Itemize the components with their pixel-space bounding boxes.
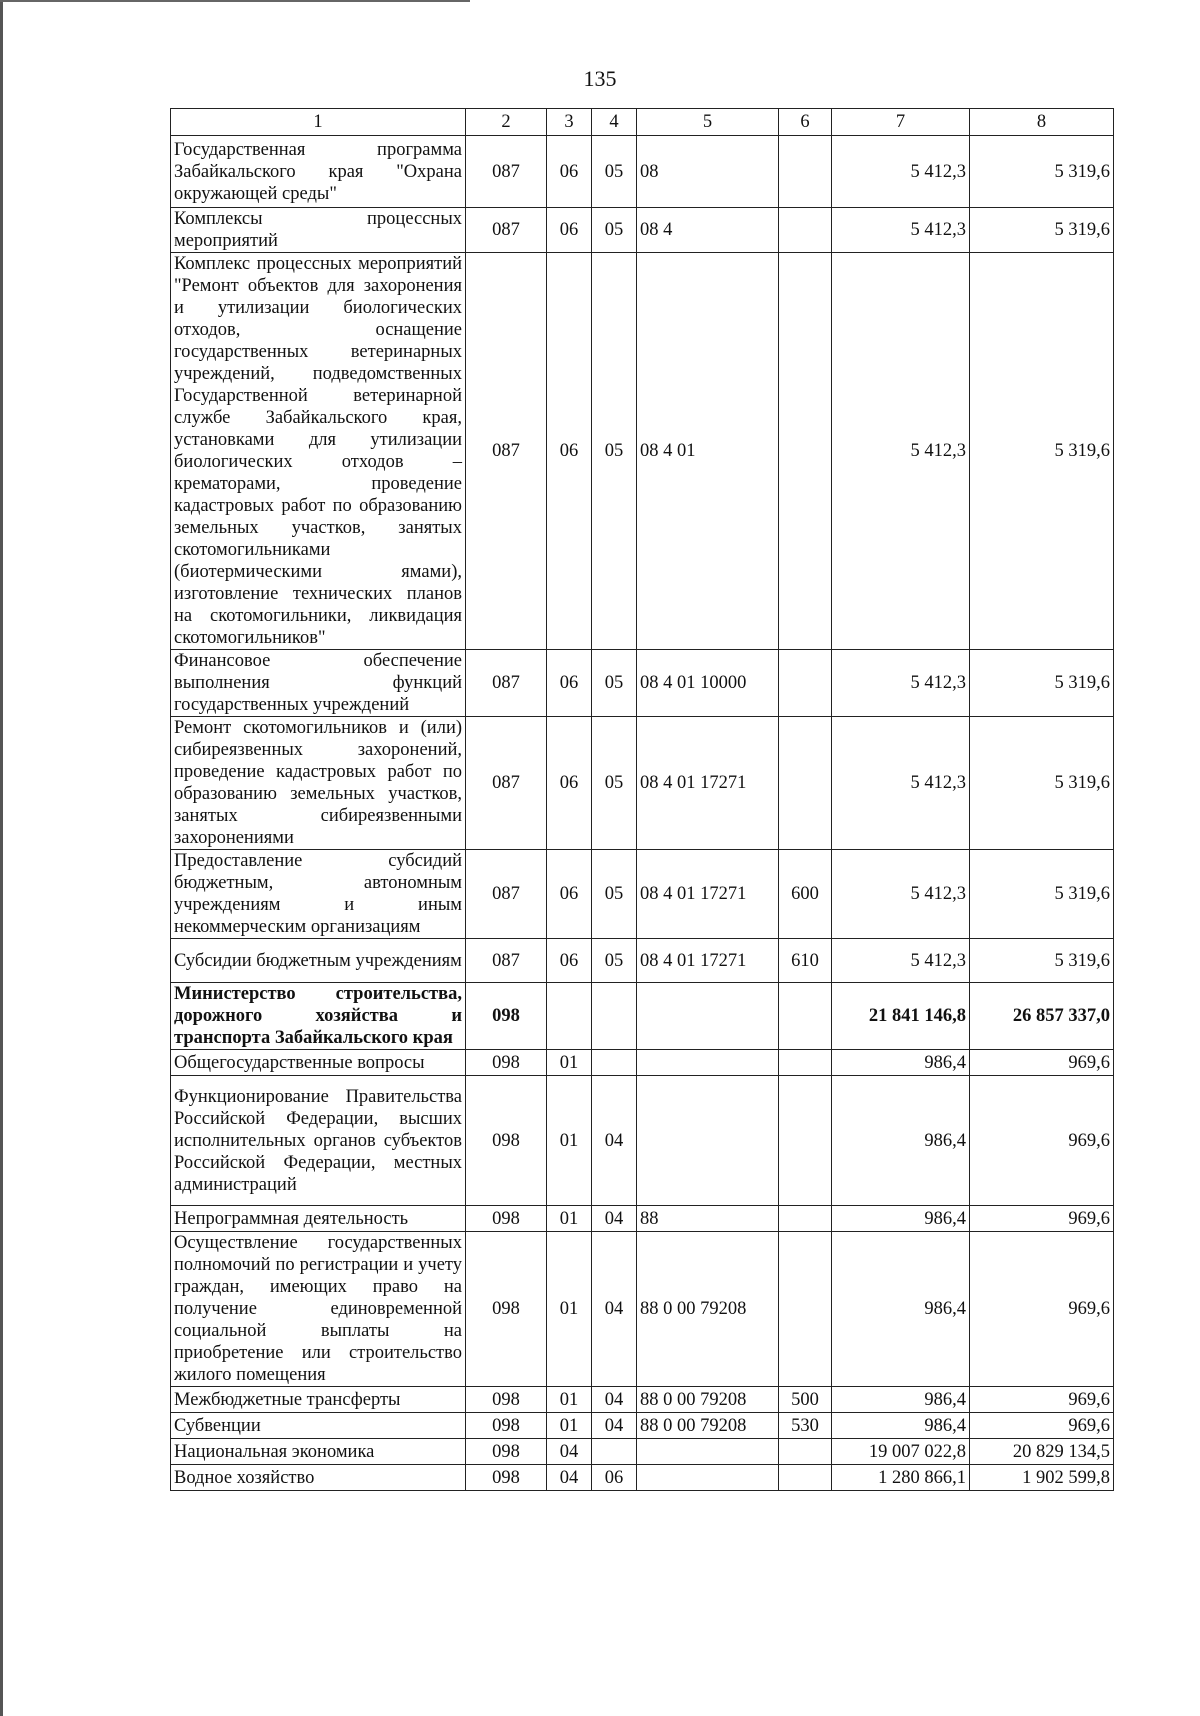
- amount-year-1: 986,4: [832, 1206, 970, 1232]
- code-subsection: 06: [592, 1465, 637, 1491]
- code-subsection: [592, 1439, 637, 1465]
- code-section: 06: [547, 650, 592, 717]
- amount-year-2: 969,6: [970, 1206, 1114, 1232]
- code-expense-type: [779, 1050, 832, 1076]
- column-header: 8: [970, 109, 1114, 136]
- code-section: 06: [547, 136, 592, 208]
- code-subsection: 04: [592, 1387, 637, 1413]
- row-name: Ремонт скотомогильников и (или) сибиреязвенных захоронений, проведение кадастровых работ по образованию земельных участков, занятых сибиреязвенными захоронениями: [171, 717, 466, 850]
- table-row: [171, 939, 1114, 983]
- amount-year-2: 969,6: [970, 1413, 1114, 1439]
- amount-year-2: 5 319,6: [970, 717, 1114, 850]
- code-subsection: 05: [592, 650, 637, 717]
- code-section: 04: [547, 1439, 592, 1465]
- code-section: [547, 983, 592, 1050]
- code-subsection: 04: [592, 1206, 637, 1232]
- code-target: 88: [637, 1206, 779, 1232]
- code-expense-type: [779, 1232, 832, 1387]
- amount-year-2: 5 319,6: [970, 850, 1114, 939]
- amount-year-1: 986,4: [832, 1232, 970, 1387]
- code-target: [637, 1465, 779, 1491]
- scan-top-line: [0, 0, 470, 2]
- amount-year-1: 5 412,3: [832, 253, 970, 650]
- column-header: 5: [637, 109, 779, 136]
- code-subsection: 05: [592, 208, 637, 253]
- amount-year-1: 5 412,3: [832, 939, 970, 983]
- table-row: [171, 1465, 1114, 1491]
- row-name: Комплексы процессных мероприятий: [171, 208, 466, 253]
- table-row: [171, 1387, 1114, 1413]
- page-number: 135: [583, 66, 617, 91]
- code-subsection: 04: [592, 1413, 637, 1439]
- code-expense-type: [779, 208, 832, 253]
- code-admin: 087: [466, 136, 547, 208]
- code-subsection: [592, 983, 637, 1050]
- amount-year-1: 21 841 146,8: [832, 983, 970, 1050]
- code-expense-type: [779, 136, 832, 208]
- code-target: [637, 1076, 779, 1206]
- code-admin: 098: [466, 1076, 547, 1206]
- code-section: 01: [547, 1413, 592, 1439]
- table-row: [171, 717, 1114, 850]
- row-name: Финансовое обеспечение выполнения функций государственных учреждений: [171, 650, 466, 717]
- row-name: Комплекс процессных мероприятий "Ремонт объектов для захоронения и утилизации биологических отходов, оснащение государственных ветеринарных учреждений, подведомственных Государственной ветеринарной службе Забайкальского края, установками для утилизации биологических отходов – крематорами, проведение кадастровых работ по образованию земельных участков, занятых скотомогильниками (биотермическими ямами), изготовление технических планов на скотомогильники, ликвидация скотомогильников": [171, 253, 466, 650]
- code-subsection: 04: [592, 1076, 637, 1206]
- amount-year-1: 986,4: [832, 1387, 970, 1413]
- code-admin: 087: [466, 253, 547, 650]
- code-expense-type: [779, 253, 832, 650]
- code-expense-type: [779, 1465, 832, 1491]
- code-subsection: [592, 1050, 637, 1076]
- code-expense-type: 530: [779, 1413, 832, 1439]
- code-target: 88 0 00 79208: [637, 1413, 779, 1439]
- header-row: [171, 109, 1114, 136]
- row-name: Водное хозяйство: [171, 1465, 466, 1491]
- code-target: [637, 1050, 779, 1076]
- code-expense-type: 610: [779, 939, 832, 983]
- code-admin: 098: [466, 1387, 547, 1413]
- amount-year-2: 5 319,6: [970, 136, 1114, 208]
- amount-year-1: 986,4: [832, 1076, 970, 1206]
- amount-year-2: 20 829 134,5: [970, 1439, 1114, 1465]
- table-row: [171, 1076, 1114, 1206]
- code-section: 06: [547, 717, 592, 850]
- code-section: 06: [547, 253, 592, 650]
- code-admin: 098: [466, 1206, 547, 1232]
- amount-year-1: 5 412,3: [832, 208, 970, 253]
- table-row: [171, 1206, 1114, 1232]
- code-expense-type: [779, 717, 832, 850]
- amount-year-2: 26 857 337,0: [970, 983, 1114, 1050]
- row-name: Предоставление субсидий бюджетным, автономным учреждениям и иным некоммерческим организациям: [171, 850, 466, 939]
- code-admin: 098: [466, 1232, 547, 1387]
- code-admin: 087: [466, 650, 547, 717]
- amount-year-2: 5 319,6: [970, 253, 1114, 650]
- table-row: [171, 650, 1114, 717]
- table-row: [171, 1050, 1114, 1076]
- code-admin: 098: [466, 1413, 547, 1439]
- code-target: 08 4: [637, 208, 779, 253]
- row-name: Государственная программа Забайкальского края "Охрана окружающей среды": [171, 136, 466, 208]
- amount-year-2: 969,6: [970, 1387, 1114, 1413]
- code-expense-type: [779, 1206, 832, 1232]
- row-name: Общегосударственные вопросы: [171, 1050, 466, 1076]
- code-expense-type: [779, 983, 832, 1050]
- code-subsection: 04: [592, 1232, 637, 1387]
- code-expense-type: [779, 1439, 832, 1465]
- row-name: Осуществление государственных полномочий по регистрации и учету граждан, имеющих право на получение единовременной социальной выплаты на приобретение или строительство жилого помещения: [171, 1232, 466, 1387]
- code-target: 88 0 00 79208: [637, 1232, 779, 1387]
- code-expense-type: [779, 650, 832, 717]
- column-header: 7: [832, 109, 970, 136]
- code-section: 01: [547, 1076, 592, 1206]
- row-name: Функционирование Правительства Российской Федерации, высших исполнительных органов субъектов Российской Федерации, местных администраций: [171, 1076, 466, 1206]
- table-row: [171, 136, 1114, 208]
- code-section: 01: [547, 1232, 592, 1387]
- budget-table: [170, 108, 1114, 1491]
- amount-year-1: 1 280 866,1: [832, 1465, 970, 1491]
- code-target: 08 4 01 17271: [637, 850, 779, 939]
- code-admin: 087: [466, 850, 547, 939]
- amount-year-1: 986,4: [832, 1413, 970, 1439]
- code-expense-type: 600: [779, 850, 832, 939]
- amount-year-2: 5 319,6: [970, 208, 1114, 253]
- table-row: [171, 850, 1114, 939]
- code-section: 06: [547, 850, 592, 939]
- code-target: 08: [637, 136, 779, 208]
- row-name: Субсидии бюджетным учреждениям: [171, 939, 466, 983]
- code-subsection: 05: [592, 939, 637, 983]
- code-section: 04: [547, 1465, 592, 1491]
- amount-year-1: 986,4: [832, 1050, 970, 1076]
- row-name: Непрограммная деятельность: [171, 1206, 466, 1232]
- code-subsection: 05: [592, 850, 637, 939]
- code-admin: 098: [466, 1465, 547, 1491]
- amount-year-1: 5 412,3: [832, 717, 970, 850]
- code-section: 06: [547, 208, 592, 253]
- amount-year-2: 969,6: [970, 1232, 1114, 1387]
- table-row: [171, 253, 1114, 650]
- row-name: Субвенции: [171, 1413, 466, 1439]
- table-row: [171, 1413, 1114, 1439]
- row-name: Межбюджетные трансферты: [171, 1387, 466, 1413]
- amount-year-2: 5 319,6: [970, 650, 1114, 717]
- code-admin: 098: [466, 983, 547, 1050]
- code-admin: 087: [466, 717, 547, 850]
- code-target: 08 4 01 17271: [637, 717, 779, 850]
- column-header: 4: [592, 109, 637, 136]
- code-target: 08 4 01: [637, 253, 779, 650]
- amount-year-1: 19 007 022,8: [832, 1439, 970, 1465]
- row-name: Министерство строительства, дорожного хозяйства и транспорта Забайкальского края: [171, 983, 466, 1050]
- column-header: 2: [466, 109, 547, 136]
- code-target: [637, 1439, 779, 1465]
- table-row: [171, 208, 1114, 253]
- column-header: 3: [547, 109, 592, 136]
- code-admin: 087: [466, 939, 547, 983]
- code-admin: 098: [466, 1050, 547, 1076]
- amount-year-2: 5 319,6: [970, 939, 1114, 983]
- code-section: 01: [547, 1387, 592, 1413]
- column-header: 6: [779, 109, 832, 136]
- code-admin: 098: [466, 1439, 547, 1465]
- amount-year-2: 969,6: [970, 1050, 1114, 1076]
- code-admin: 087: [466, 208, 547, 253]
- code-target: 08 4 01 17271: [637, 939, 779, 983]
- code-expense-type: 500: [779, 1387, 832, 1413]
- table-row: [171, 1439, 1114, 1465]
- code-subsection: 05: [592, 136, 637, 208]
- code-target: 08 4 01 10000: [637, 650, 779, 717]
- table-row: [171, 983, 1114, 1050]
- scan-edge-line: [0, 0, 3, 1716]
- table-row: [171, 1232, 1114, 1387]
- amount-year-1: 5 412,3: [832, 136, 970, 208]
- column-header: 1: [171, 109, 466, 136]
- code-subsection: 05: [592, 253, 637, 650]
- amount-year-2: 1 902 599,8: [970, 1465, 1114, 1491]
- row-name: Национальная экономика: [171, 1439, 466, 1465]
- code-expense-type: [779, 1076, 832, 1206]
- code-target: [637, 983, 779, 1050]
- amount-year-1: 5 412,3: [832, 850, 970, 939]
- code-target: 88 0 00 79208: [637, 1387, 779, 1413]
- amount-year-2: 969,6: [970, 1076, 1114, 1206]
- amount-year-1: 5 412,3: [832, 650, 970, 717]
- code-section: 01: [547, 1050, 592, 1076]
- code-section: 01: [547, 1206, 592, 1232]
- code-section: 06: [547, 939, 592, 983]
- code-subsection: 05: [592, 717, 637, 850]
